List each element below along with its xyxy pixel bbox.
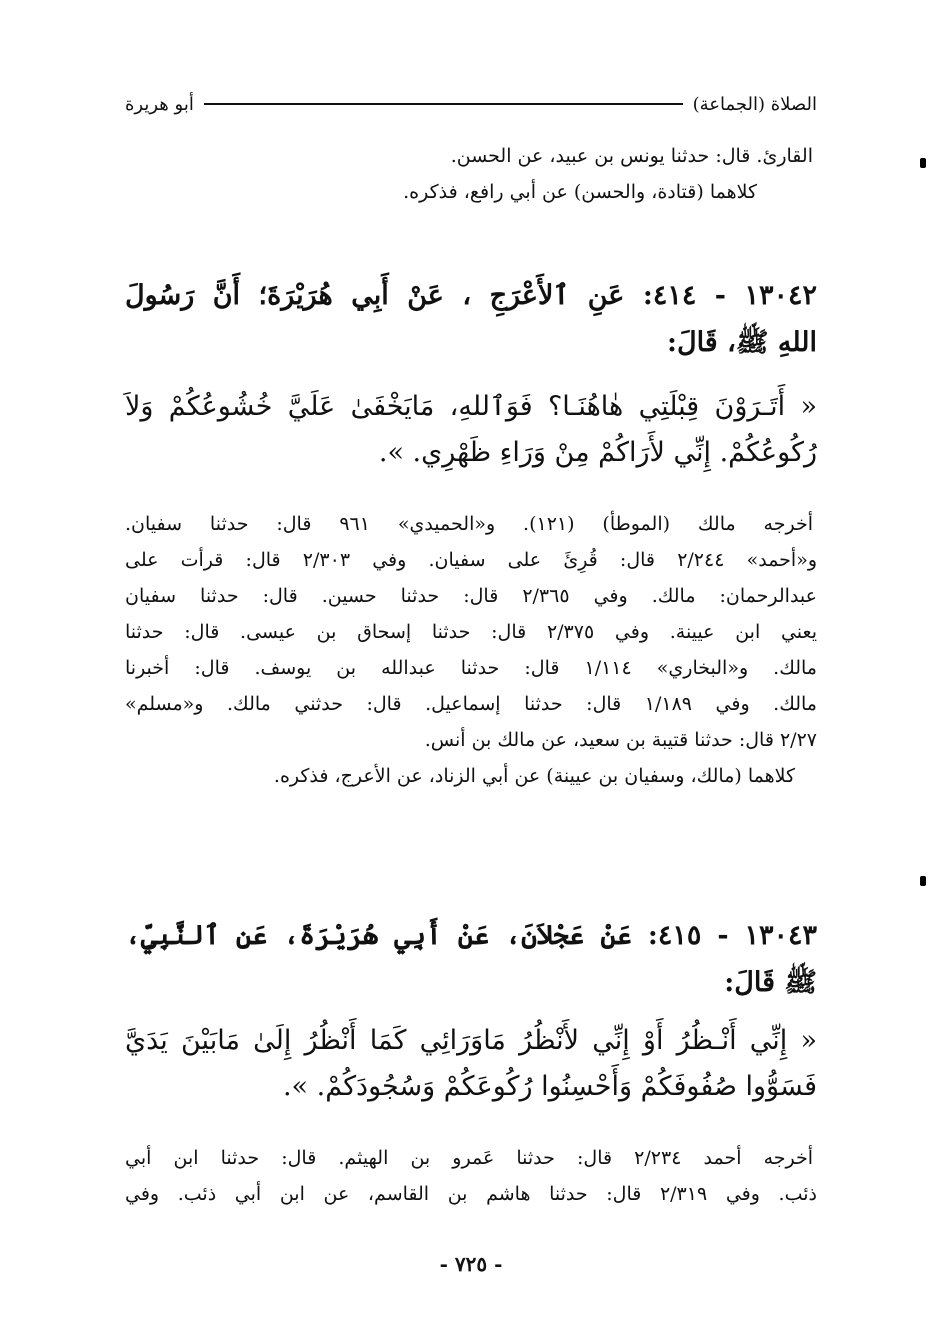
- intro-text: [125, 138, 817, 210]
- takhrij-line: أخرجه مالك (الموطأ) (١٢١). و«الحميدي» ٩٦١ قال: حدثنا سفيان.: [125, 513, 813, 535]
- takhrij-line: عبدالرحمان: مالك. وفي ٢/٣٦٥ قال: حدثنا حسين. قال: حدثنا سفيان: [125, 585, 817, 607]
- hadith-text-line: فَسَوُّوا صُفُوفَكُمْ وَأَحْسِنُوا رُكُوعَكُمْ وَسُجُودَكُمْ. ».: [282, 1071, 817, 1102]
- margin-mark: [920, 158, 926, 168]
- hadith-heading-line: ١٣٠٤٢ - ٤١٤: عَنِ ٱلأَعْرَجِ ، عَنْ أَبِي هُرَيْرَةَ؛ أَنَّ رَسُولَ: [125, 280, 817, 311]
- hadith-13042-takhrij: [125, 506, 817, 794]
- takhrij-summary: كلاهما (مالك، وسفيان بن عيينة) عن أبي الزناد، عن الأعرج، فذكره.: [273, 765, 795, 787]
- hadith-text-line: « إِنِّي أَنْـظُرُ أَوْ إِنِّي لأَنْظُرُ مَاوَرَائِي كَمَا أَنْظُرُ إِلَىٰ مَابَيْنَ يَدَيَّ: [125, 1025, 817, 1056]
- margin-mark: [920, 876, 926, 886]
- running-header: [125, 86, 817, 122]
- intro-line: كلاهما (قتادة، والحسن) عن أبي رافع، فذكره.: [403, 181, 757, 203]
- hadith-13043-text: [125, 1018, 817, 1110]
- hadith-13043-takhrij: [125, 1140, 817, 1212]
- header-narrator-title: أبو هريرة: [125, 93, 194, 115]
- hadith-heading-line: ﷺ قَالَ:: [724, 967, 817, 998]
- intro-line: القارئ. قال: حدثنا يونس بن عبيد، عن الحسن.: [450, 145, 813, 167]
- page-number: - ٧٢٥ -: [439, 1252, 503, 1276]
- hadith-13042-heading: [125, 272, 817, 366]
- book-page: [125, 86, 817, 1286]
- takhrij-line: ٢/٢٧ قال: حدثنا قتيبة بن سعيد، عن مالك بن أنس.: [424, 729, 817, 751]
- takhrij-line: يعني ابن عيينة. وفي ٢/٣٧٥ قال: حدثنا إسحاق بن عيسى. قال: حدثنا: [125, 621, 817, 643]
- hadith-13043-heading: [125, 912, 817, 1006]
- hadith-13042-text: [125, 384, 817, 476]
- header-chapter-title: الصلاة (الجماعة): [692, 93, 817, 115]
- header-rule: [204, 103, 683, 105]
- takhrij-line: مالك. و«البخاري» ١/١١٤ قال: حدثنا عبدالله بن يوسف. قال: أخبرنا: [125, 657, 817, 679]
- hadith-text-line: رُكُوعُكُمْ. إِنِّي لأَرَاكُمْ مِنْ وَرَاءِ ظَهْرِي. ».: [378, 437, 817, 468]
- takhrij-line: ذئب. وفي ٢/٣١٩ قال: حدثنا هاشم بن القاسم، عن ابن أبي ذئب. وفي: [125, 1183, 817, 1205]
- takhrij-line: و«أحمد» ٢/٢٤٤ قال: قُرِئَ على سفيان. وفي ٢/٣٠٣ قال: قرأت على: [125, 549, 817, 571]
- hadith-heading-line: اللهِ ﷺ، قَالَ:: [667, 327, 817, 358]
- hadith-text-line: « أَتَـرَوْنَ قِبْلَتِي هٰاهُنَـا؟ فَوَٱللهِ، مَايَخْفَىٰ عَلَيَّ خُشُوعُكُمْ وَلاَ: [125, 391, 817, 422]
- hadith-heading-line: ١٣٠٤٣ - ٤١٥: عَنْ عَجْلاَنَ، عَنْ أَبِي هُرَيْرَةَ، عَنِ ٱلنَّبِيِّ،: [125, 920, 817, 951]
- takhrij-line: مالك. وفي ١/١٨٩ قال: حدثنا إسماعيل. قال: حدثني مالك. و«مسلم»: [125, 693, 817, 715]
- takhrij-line: أخرجه أحمد ٢/٢٣٤ قال: حدثنا عَمرو بن الهيثم. قال: حدثنا ابن أبي: [125, 1147, 814, 1169]
